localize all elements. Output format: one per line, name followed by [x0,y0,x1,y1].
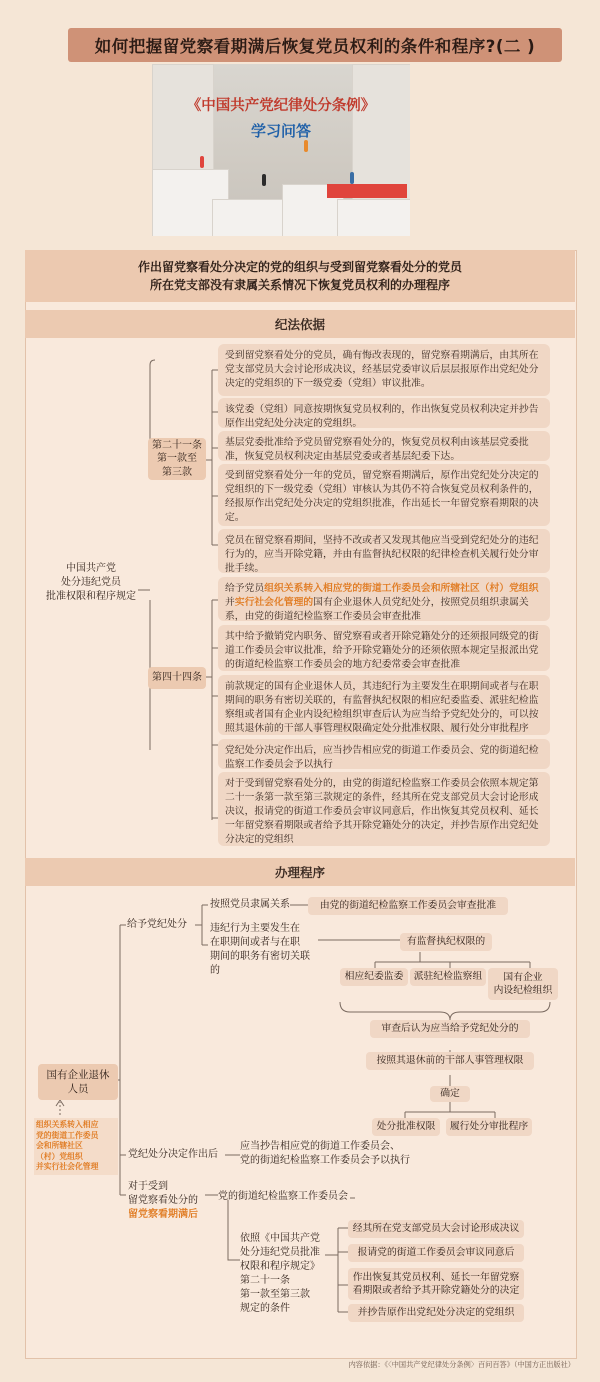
violation-condition: 违纪行为主要发生在 在职期间或者与在职 期间的职务有密切关联的 [210,923,310,976]
section-title-procedure: 办理程序 [25,858,575,886]
approval-procedure: 履行处分审批程序 [446,1118,532,1136]
panel-title [25,250,575,302]
step-3: 作出恢复其党员权利、延长一年留党察 看期限或者给予其开除党籍处分的决定 [348,1268,524,1300]
hero-book-title: 《中国共产党纪律处分条例》 [186,97,376,114]
art44-box-2: 其中给予撤销党内职务、留党察看或者开除党籍处分的还须报同级党的街道工作委员会审议批准，给予开除党籍处分的还须依照本规定呈报派出党的街道纪检监察工作委员会的地方纪委常委会审查批准 [218,625,550,671]
step-4: 并抄告原作出党纪处分决定的党组织 [348,1304,524,1322]
hero-image [152,64,410,236]
org-commission: 相应纪委监委 [340,968,408,986]
probation-line-2: 留党察看处分的 [128,1195,198,1206]
panel-title-line-2: 所在党支部没有隶属关系情况下恢复党员权利的办理程序 [149,278,450,292]
panel-title-line-1: 作出留党察看处分决定的党的组织与受到留党察看处分的党员 [137,260,462,274]
after-decision-label: 党纪处分决定作出后 [128,1149,218,1160]
art44-highlight-2: 实行社会化管理的 [234,596,314,608]
supervise-node: 有监督执纪权限的 [400,933,492,951]
approval-authority: 处分批准权限 [372,1118,440,1136]
page-title: 如何把握留党察看期满后恢复党员权利的条件和程序?(二 ) [68,28,562,62]
give-discipline-label: 给予党纪处分 [127,919,187,930]
probation-line-1: 对于受到 [128,1181,168,1192]
art44-box-4: 党纪处分决定作出后，应当抄告相应党的街道工作委员会、党的街道纪检监察工作委员会予以执行 [218,739,550,769]
art21-box-3: 基层党委批准给予党员留党察看处分的，恢复党员权利由该基层党委批准，恢复党员权利决定由基层党委或者基层纪委下达。 [218,431,550,461]
org-dispatched: 派驻纪检监察组 [410,968,486,986]
pencil-icon [327,184,407,198]
art44-box-1 [218,577,550,621]
probation-condition [128,1180,198,1222]
art44-box-5: 对于受到留党察看处分的，由党的街道纪检监察工作委员会依照本规定第二十一条第一款至第三款规定的条件，经其所在党支部党员大会讨论形成决议，报请党的街道工作委员会审议同意后，作出恢复其党员权利、延长一年留党察看期限或者给予其开除党籍处分的决定，并抄告原作出党纪处分决定的党组织 [218,772,550,846]
root-retiree: 国有企业退休 人员 [38,1064,118,1100]
art21-box-1: 受到留党察看处分的党员，确有悔改表现的，留党察看期满后，由其所在党支部党员大会讨论形成决议，经基层党委审议后层层报原作出党纪处分决定的党组织的下一级党委（党组）审议批准。 [218,344,550,396]
art44-box-3: 前款规定的国有企业退休人员，其违纪行为主要发生在职期间或者与在职期间的职务有密切关联的，有监督执纪权限的相应纪委监委、派驻纪检监察组或者国有企业内设纪检组织审查后认为应当给予党纪处分的，可以按照其退休前的干部人事管理权限确定处分批准权限、履行处分审批程序 [218,675,550,735]
org-internal: 国有企业 内设纪检组织 [488,968,558,1000]
art44-highlight-1: 组织关系转入相应党的街道工作委员会和所辖社区（村）党组织 [264,583,539,594]
basis-regulation: 依照《中国共产党 处分违纪党员批准 权限和程序规定》 第二十一条 第一款至第三款 规定的条件 [240,1233,320,1314]
step-1: 经其所在党支部党员大会讨论形成决议 [348,1220,524,1238]
art44-mid: 并 [225,596,235,608]
step-2: 报请党的街道工作委员会审议同意后 [348,1244,524,1262]
by-relation-label: 按照党员隶属关系 [210,899,290,910]
art21-box-4: 受到留党察看处分一年的党员，留党察看期满后，原作出党纪处分决定的党组织的下一级党委（党组）审核认为其仍不符合恢复党员权利条件的，经报原作出党纪处分决定的党组织批准，作出延长一年留党察看期限的决定。 [218,464,550,526]
art21-box-5: 党员在留党察看期间，坚持不改或者又发现其他应当受到党纪处分的违纪行为的，应当开除党籍，并由有监督执纪权限的纪律检查机关履行处分审批手续。 [218,529,550,573]
section-title-legal-basis: 纪法依据 [25,310,575,338]
probation-line-3: 留党察看期满后 [128,1209,198,1220]
confirm-node: 确定 [430,1086,470,1102]
article-44-tag: 第四十四条 [148,667,206,689]
probation-result: 党的街道纪检监察工作委员会 [218,1191,348,1202]
root-regulation: 中国共产党 处分违纪党员 批准权限和程序规定 [46,563,136,602]
art44-prefix: 给予党员 [225,583,265,594]
retiree-note: 组织关系转入相应 党的街道工作委员 会和所辖社区 （村）党组织 并实行社会化管理 [34,1118,118,1175]
hero-book-subtitle: 学习问答 [250,122,311,140]
footer-source: 内容依据：《〈中国共产党纪律处分条例〉百问百答》（中国方正出版社） [348,1360,575,1369]
art21-box-2: 该党委（党组）同意按期恢复党员权利的，作出恢复党员权利决定并抄告原作出党纪处分决定的党组织。 [218,398,550,428]
after-decision-result: 应当抄告相应党的街道工作委员会、 党的街道纪检监察工作委员会予以执行 [240,1141,410,1166]
per-authority-node: 按照其退休前的干部人事管理权限 [366,1052,534,1070]
reviewed-node: 审查后认为应当给予党纪处分的 [370,1020,530,1038]
art44-suffix: 国有企业退休人员党纪处分，按照党员组织隶属关系，由党的街道纪检监察工作委员会审查批准 [225,596,529,622]
by-relation-result: 由党的街道纪检监察工作委员会审查批准 [308,897,508,915]
article-21-tag: 第二十一条 第一款至 第三款 [148,438,206,480]
